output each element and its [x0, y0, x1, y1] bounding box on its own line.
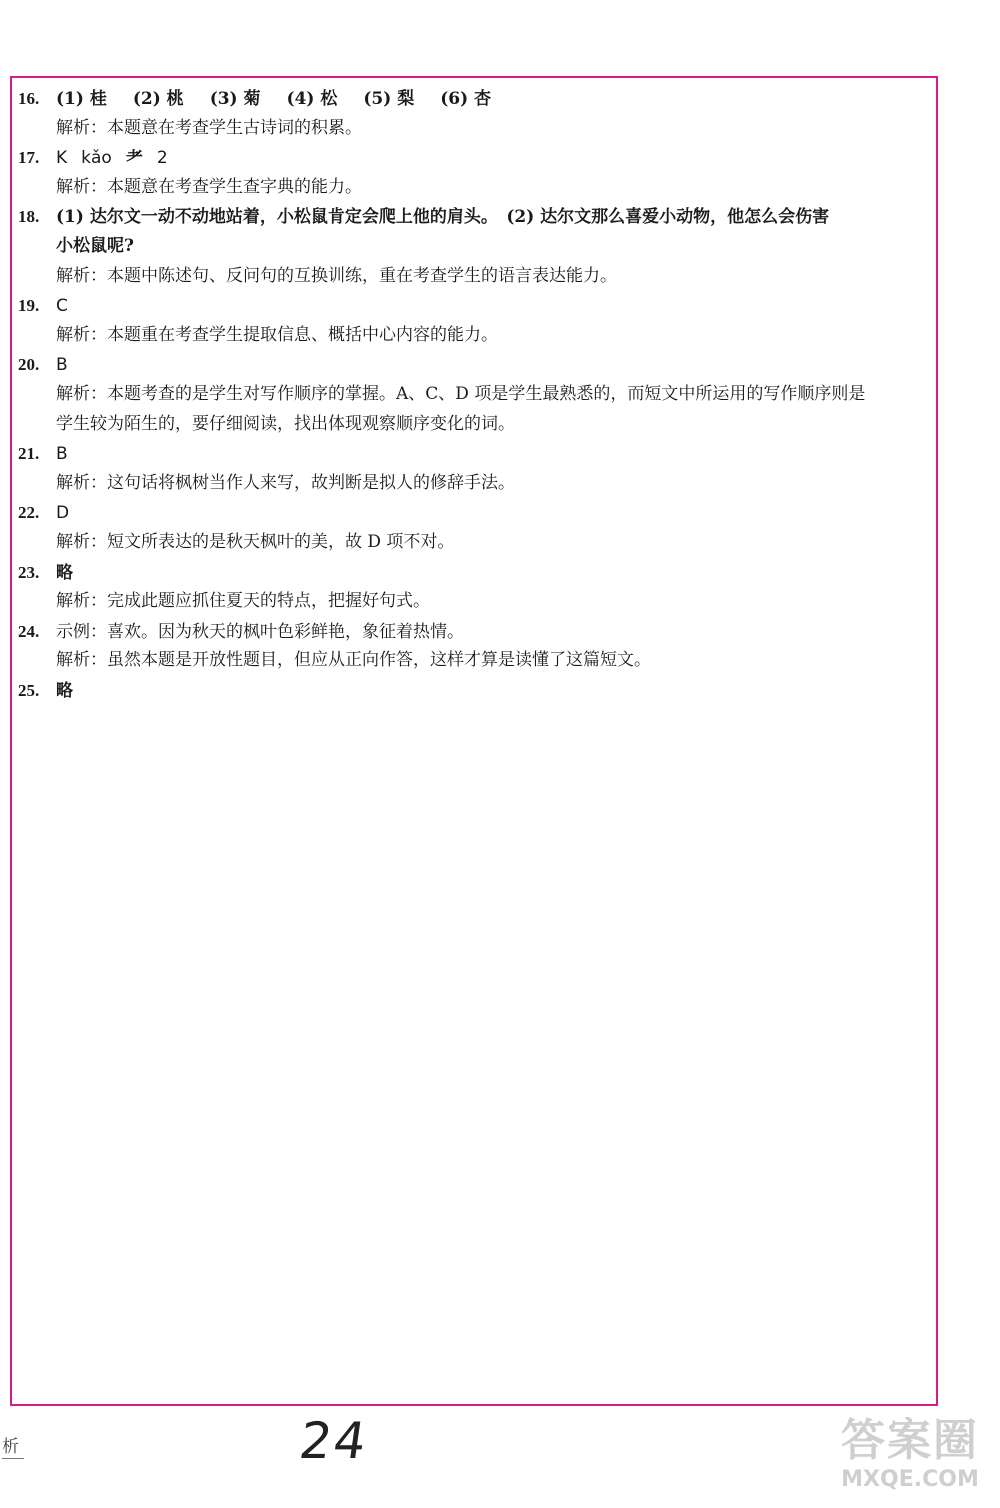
corner-label: 析 [2, 1437, 19, 1457]
q16-item-5: (5) 梨 [363, 89, 415, 109]
q16-item-3: (3) 菊 [209, 89, 261, 109]
q17-strokes: 2 [156, 148, 168, 169]
q22-analysis: 解析：短文所表达的是秋天枫叶的美，故 D 项不对。 [56, 531, 455, 552]
q25-number: 25. [18, 680, 40, 700]
q20-analysis-line1: 解析：本题考查的是学生对写作顺序的掌握。A、C、D 项是学生最熟悉的，而短文中所运用的写作顺序则是 [56, 383, 866, 404]
q23-text: 略 [56, 562, 73, 583]
q17-answer [18, 143, 932, 173]
q18-number: 18. [18, 207, 40, 227]
q25-answer [18, 676, 932, 706]
watermark-url: MXQE.COM [841, 1467, 979, 1492]
q19-number: 19. [18, 296, 40, 316]
q21-answer [18, 439, 932, 469]
corner-rule [2, 1458, 24, 1459]
q19-answer [18, 291, 932, 321]
q24-analysis: 解析：虽然本题是开放性题目，但应从正向作答，这样才算是读懂了这篇短文。 [56, 650, 651, 671]
q22-answer [18, 498, 932, 528]
q16-analysis: 解析：本题意在考查学生古诗词的积累。 [56, 117, 362, 138]
q25-text: 略 [56, 680, 73, 701]
q17-number: 17. [18, 148, 40, 168]
watermark-logo [826, 1415, 994, 1505]
q16-item-2: (2) 桃 [132, 89, 184, 109]
q22-number: 22. [18, 503, 40, 523]
q22-choice: D [56, 503, 70, 524]
answer-content [18, 84, 932, 705]
q24-number: 24. [18, 621, 40, 641]
q18-analysis: 解析：本题中陈述句、反问句的互换训练，重在考查学生的语言表达能力。 [56, 265, 617, 286]
q20-choice: B [56, 355, 68, 376]
q16-item-4: (4) 松 [286, 89, 338, 109]
q21-analysis: 解析：这句话将枫树当作人来写，故判断是拟人的修辞手法。 [56, 472, 515, 493]
q19-analysis: 解析：本题重在考查学生提取信息、概括中心内容的能力。 [56, 324, 498, 345]
q23-analysis: 解析：完成此题应抓住夏天的特点，把握好句式。 [56, 591, 430, 612]
q16-item-1: (1) 桂 [56, 89, 107, 109]
q23-answer [18, 558, 932, 588]
q20-answer [18, 350, 932, 380]
q18-answer-line1: (1) 达尔文一动不动地站着，小松鼠肯定会爬上他的肩头。 (2) 达尔文那么喜爱小动物，他怎么会伤害 [56, 207, 830, 228]
q16-answer [18, 84, 932, 114]
q21-number: 21. [18, 444, 40, 464]
q17-pinyin: kǎo [81, 148, 112, 169]
q24-text: 示例：喜欢。因为秋天的枫叶色彩鲜艳，象征着热情。 [56, 621, 464, 642]
q16-number: 16. [18, 89, 40, 108]
q19-choice: C [56, 296, 68, 317]
q17-radical: 耂 [125, 148, 143, 169]
q17-letter: K [56, 148, 68, 169]
q16-item-6: (6) 杏 [440, 89, 492, 109]
q21-choice: B [56, 444, 68, 465]
q23-number: 23. [18, 562, 40, 582]
q18-answer [18, 202, 932, 232]
q18-answer-line2: 小松鼠呢? [56, 235, 134, 256]
watermark-title: 答案圈 [841, 1415, 979, 1466]
q20-analysis-line2: 学生较为陌生的，要仔细阅读，找出体现观察顺序变化的词。 [56, 413, 515, 434]
q20-number: 20. [18, 355, 40, 375]
handwritten-page-number: 24 [295, 1412, 372, 1470]
q24-answer [18, 617, 932, 647]
q17-analysis: 解析：本题意在考查学生查字典的能力。 [56, 176, 362, 197]
